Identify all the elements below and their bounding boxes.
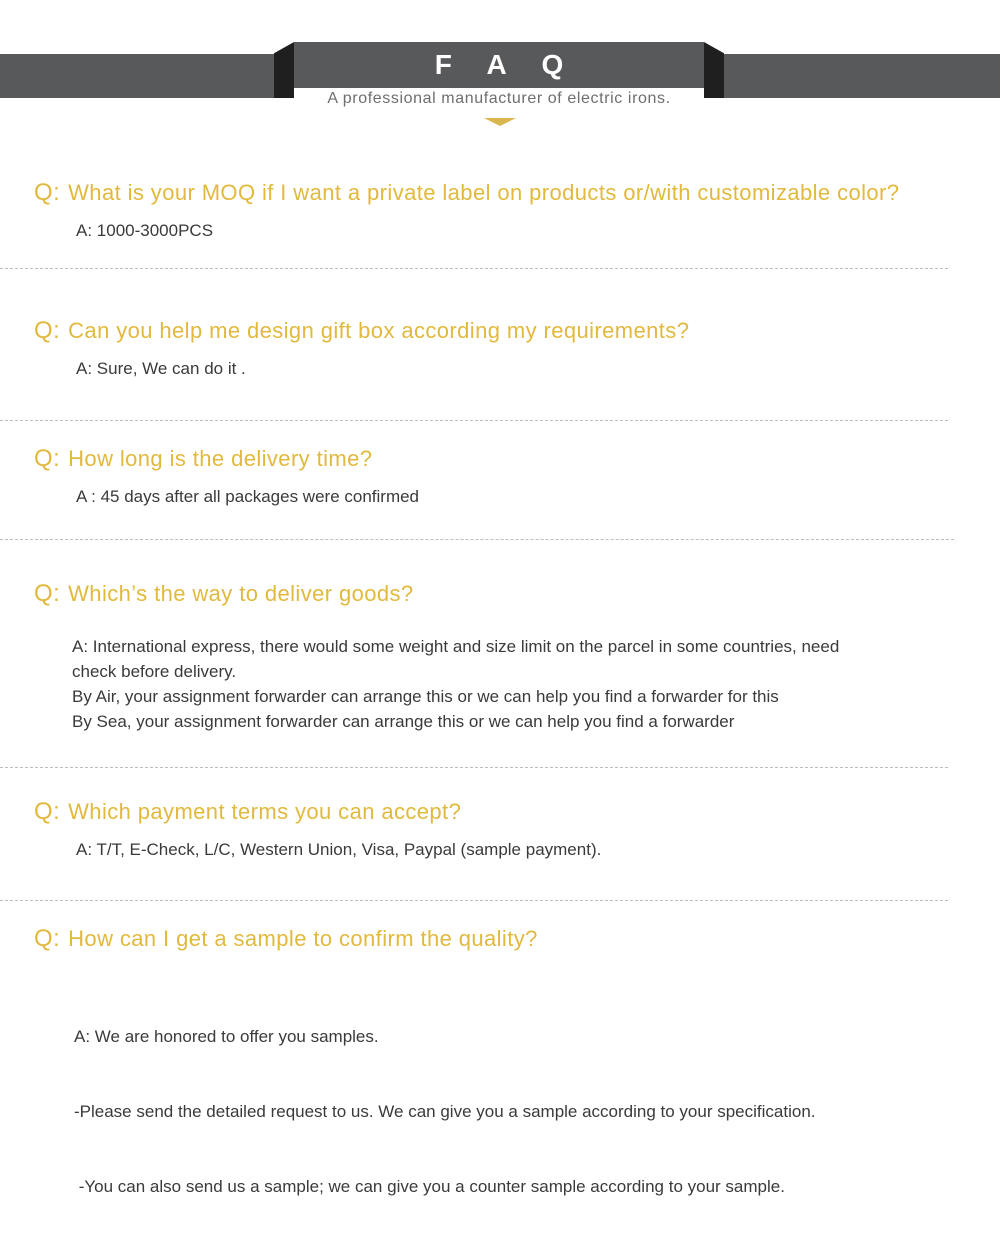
faq-answer [76, 837, 601, 862]
question-text: Which payment terms you can accept? [68, 799, 462, 824]
divider [0, 767, 948, 768]
answer-line: A: Sure, We can do it . [76, 359, 246, 378]
answer-line: A: T/T, E-Check, L/C, Western Union, Visa, Paypal (sample payment). [76, 840, 602, 859]
question-text: What is your MOQ if I want a private label on products or/with customizable color? [68, 180, 900, 205]
question-text: Which’s the way to deliver goods? [68, 581, 414, 606]
faq-answer [74, 974, 816, 1249]
question-prefix: Q: [34, 317, 61, 344]
question-prefix: Q: [34, 445, 61, 472]
question-text: Can you help me design gift box according my requirements? [68, 318, 690, 343]
faq-question [34, 318, 689, 344]
answer-line: check before delivery. [72, 662, 237, 681]
answer-line: A: We are honored to offer you samples. [74, 1027, 379, 1046]
faq-answer [76, 356, 246, 381]
divider [0, 900, 948, 901]
question-text: How long is the delivery time? [68, 446, 373, 471]
question-text: How can I get a sample to confirm the quality? [68, 926, 538, 951]
faq-question [34, 926, 538, 952]
banner-center-ribbon [294, 42, 704, 88]
answer-line: -Please send the detailed request to us. We can give you a sample according to your specification. [74, 1102, 816, 1121]
faq-answer [76, 218, 213, 243]
question-prefix: Q: [34, 179, 61, 206]
divider [0, 420, 948, 421]
down-arrow-icon [484, 118, 516, 126]
answer-line: By Air, your assignment forwarder can arrange this or we can help you find a forwarder for this [72, 687, 779, 706]
question-prefix: Q: [34, 798, 61, 825]
faq-answer [76, 484, 419, 509]
question-prefix: Q: [34, 925, 61, 952]
divider [0, 268, 948, 269]
answer-line: A: 1000-3000PCS [76, 221, 214, 240]
faq-question [34, 581, 414, 607]
question-prefix: Q: [34, 580, 61, 607]
banner-right-fold [704, 42, 724, 98]
faq-answer [72, 634, 839, 734]
divider [0, 539, 954, 540]
answer-line: A : 45 days after all packages were confirmed [76, 487, 420, 506]
page-title: F A Q [434, 49, 578, 80]
answer-line: By Sea, your assignment forwarder can arrange this or we can help you find a forwarder [72, 712, 735, 731]
answer-line: -You can also send us a sample; we can give you a counter sample according to your sample. [74, 1177, 785, 1196]
banner-left-band [0, 54, 276, 98]
banner-left-fold [274, 42, 294, 98]
banner-right-band [722, 54, 1000, 98]
faq-question [34, 446, 372, 472]
page-subtitle: A professional manufacturer of electric irons. [327, 90, 671, 107]
answer-line: A: International express, there would some weight and size limit on the parcel in some countries, need [72, 637, 840, 656]
faq-question [34, 180, 899, 206]
faq-question [34, 799, 461, 825]
